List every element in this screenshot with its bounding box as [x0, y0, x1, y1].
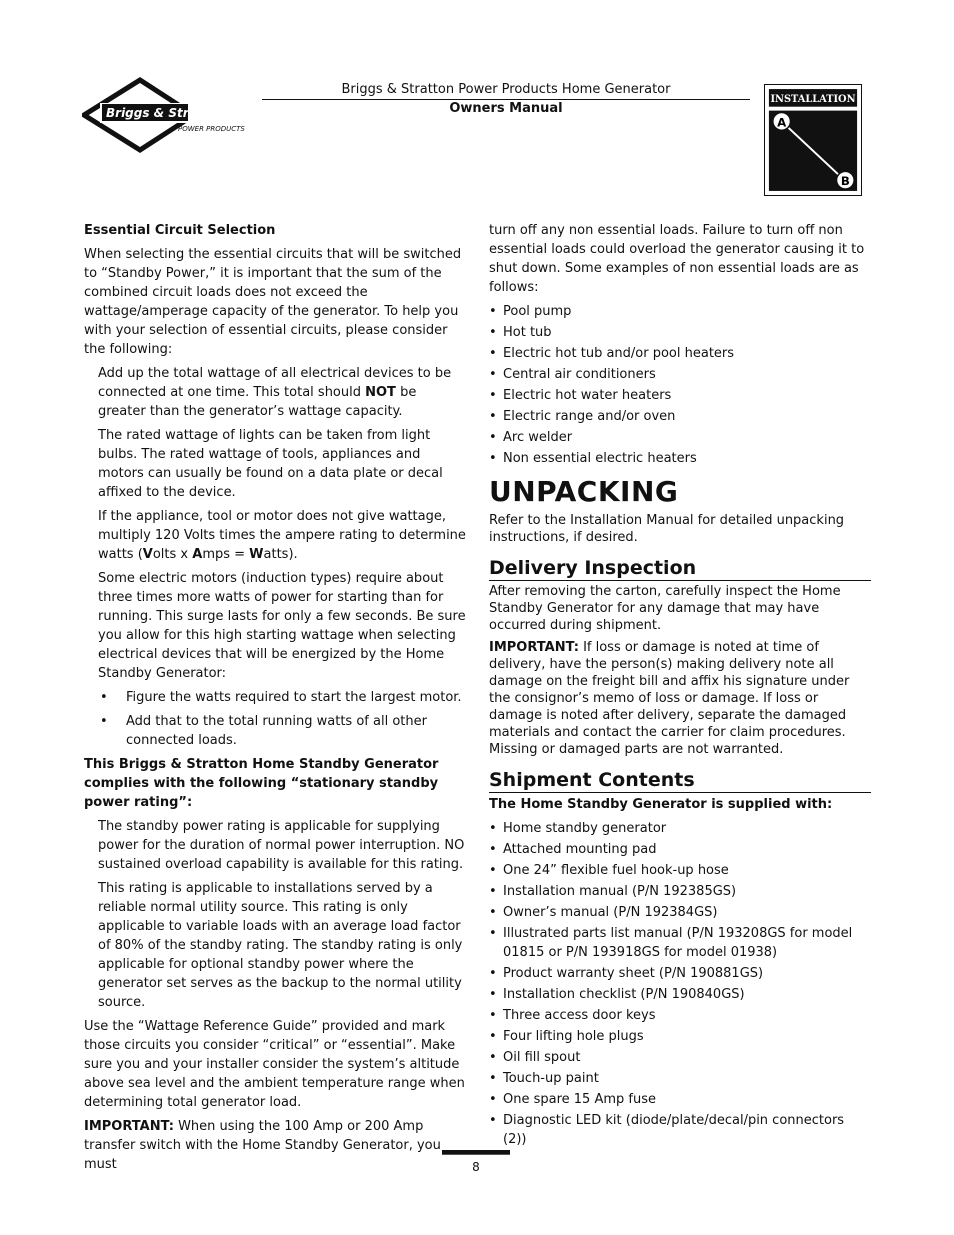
briggs-stratton-logo	[82, 76, 258, 154]
intro-paragraph: When selecting the essential circuits that will be switched to “Standby Power,” it is important that the sum of the combined circuit loads does not exceed the wattage/amperage capacity of the generator. To help you with your selection of essential circuits, please consider the following:	[84, 247, 462, 357]
text-span: mps =	[202, 547, 250, 562]
list-item: • Non essential electric heaters	[489, 449, 871, 468]
text-span: When using the 100 Amp or 200 Amp transfer switch with the Home Standby Generator, you must	[84, 1119, 441, 1172]
installation-badge	[764, 84, 862, 196]
essential-circuit-heading: Essential Circuit Selection	[84, 223, 276, 238]
list-item: • Arc welder	[489, 428, 871, 447]
list-item: • Illustrated parts list manual (P/N 193208GS for model 01815 or P/N 193918GS for model 01938)	[489, 924, 871, 962]
header-subtitle: Owners Manual	[449, 101, 563, 116]
list-item: • Product warranty sheet (P/N 190881GS)	[489, 964, 871, 983]
text-span: be greater than the generator’s wattage capacity.	[98, 385, 417, 419]
list-item: • Four lifting hole plugs	[489, 1027, 871, 1046]
motors-paragraph: Some electric motors (induction types) require about three times more watts of power for starting than for running. This surge lasts for only a few seconds. Be sure you allow for this high starting wattage when selecting electrical devices that will be energized by the Home Standby Generator:	[98, 571, 466, 681]
logo-subtext: POWER PRODUCTS	[178, 125, 245, 133]
list-item: • Hot tub	[489, 323, 871, 342]
list-item: • Home standby generator	[489, 819, 871, 838]
header-title: Briggs & Stratton Power Products Home Generator	[341, 82, 671, 97]
shipment-lead: The Home Standby Generator is supplied with:	[489, 797, 833, 812]
volts-amps-paragraph	[98, 507, 466, 564]
compliance-heading: This Briggs & Stratton Home Standby Generator complies with the following “stationary standby power rating”:	[84, 757, 439, 810]
right-column	[489, 221, 871, 1151]
w-emphasis: W	[249, 547, 264, 562]
page-number-rule	[442, 1154, 510, 1155]
list-item: • Add that to the total running watts of all other connected loads.	[84, 712, 466, 750]
standby-rating-paragraph: The standby power rating is applicable for supplying power for the duration of normal power interruption. NO sustained overload capability is available for this rating.	[98, 819, 465, 872]
continuation-paragraph: turn off any non essential loads. Failure to turn off non essential loads could overload the generator causing it to shut down. Some examples of non essential loads are as follows:	[489, 223, 865, 295]
list-item: • Electric hot tub and/or pool heaters	[489, 344, 871, 363]
text-span: If loss or damage is noted at time of delivery, have the person(s) making delivery note all damage on the freight bill and affix his signature under the consignor’s memo of loss or damage. If loss or damage is noted after delivery, separate the damaged materials and contact the carrier for claim procedures. Missing or damaged parts are not warranted.	[489, 640, 850, 757]
badge-label-b: B	[840, 174, 850, 189]
load-factor-paragraph: This rating is applicable to installations served by a reliable normal utility source. This rating is only applicable to variable loads with an average load factor of 80% of the standby rating. The standby rating is only applicable for optional standby power where the generator set serves as the backup to the normal utility source.	[98, 881, 463, 1010]
text-span: Add up the total wattage of all electrical devices to be connected at one time. This total should	[98, 366, 452, 400]
delivery-paragraph: After removing the carton, carefully inspect the Home Standby Generator for any damage that may have occurred during shipment.	[489, 584, 841, 633]
non-essential-loads-list	[489, 302, 871, 468]
page-number: 8	[472, 1160, 480, 1174]
list-item: • Owner’s manual (P/N 192384GS)	[489, 903, 871, 922]
shipment-contents-list	[489, 819, 871, 1149]
list-item: • One 24” flexible fuel hook-up hose	[489, 861, 871, 880]
important-label: IMPORTANT:	[489, 640, 579, 655]
not-emphasis: NOT	[365, 385, 396, 400]
badge-label-a: A	[777, 115, 787, 130]
header-rule	[262, 99, 750, 100]
badge-title: INSTALLATION	[770, 93, 856, 105]
important-label: IMPORTANT:	[84, 1119, 174, 1134]
text-span: olts x	[152, 547, 193, 562]
list-item: • Touch-up paint	[489, 1069, 871, 1088]
text-span: If the appliance, tool or motor does not give wattage, multiply 120 Volts times the ampere rating to determine watts (	[98, 509, 466, 562]
delivery-important-paragraph	[489, 639, 871, 758]
left-column	[84, 221, 466, 1179]
logo-text: Briggs & Stratton	[106, 106, 225, 120]
unpacking-heading: UNPACKING	[489, 475, 679, 508]
list-item: • Pool pump	[489, 302, 871, 321]
shipment-contents-heading: Shipment Contents	[489, 768, 871, 793]
list-item: • Installation manual (P/N 192385GS)	[489, 882, 871, 901]
motor-bullets	[84, 688, 466, 750]
list-item: • Three access door keys	[489, 1006, 871, 1025]
list-item: • Diagnostic LED kit (diode/plate/decal/pin connectors (2))	[489, 1111, 871, 1149]
v-emphasis: V	[142, 547, 153, 562]
wattage-paragraph	[98, 364, 466, 421]
list-item: • Electric range and/or oven	[489, 407, 871, 426]
a-emphasis: A	[192, 547, 203, 562]
important-paragraph	[84, 1117, 466, 1174]
list-item: • Central air conditioners	[489, 365, 871, 384]
text-span: atts).	[263, 547, 298, 562]
wattage-guide-paragraph: Use the “Wattage Reference Guide” provided and mark those circuits you consider “critical” or “essential”. Make sure you and your installer consider the system’s altitude above sea level and the ambient temperature range when determining total generator load.	[84, 1019, 465, 1110]
list-item: • Electric hot water heaters	[489, 386, 871, 405]
list-item: • One spare 15 Amp fuse	[489, 1090, 871, 1109]
list-item: • Figure the watts required to start the largest motor.	[84, 688, 466, 707]
unpacking-paragraph: Refer to the Installation Manual for detailed unpacking instructions, if desired.	[489, 513, 845, 545]
list-item: • Oil fill spout	[489, 1048, 871, 1067]
rated-wattage-paragraph: The rated wattage of lights can be taken from light bulbs. The rated wattage of tools, appliances and motors can usually be found on a data plate or decal affixed to the device.	[98, 428, 443, 500]
delivery-inspection-heading: Delivery Inspection	[489, 556, 871, 581]
list-item: • Installation checklist (P/N 190840GS)	[489, 985, 871, 1004]
list-item: • Attached mounting pad	[489, 840, 871, 859]
